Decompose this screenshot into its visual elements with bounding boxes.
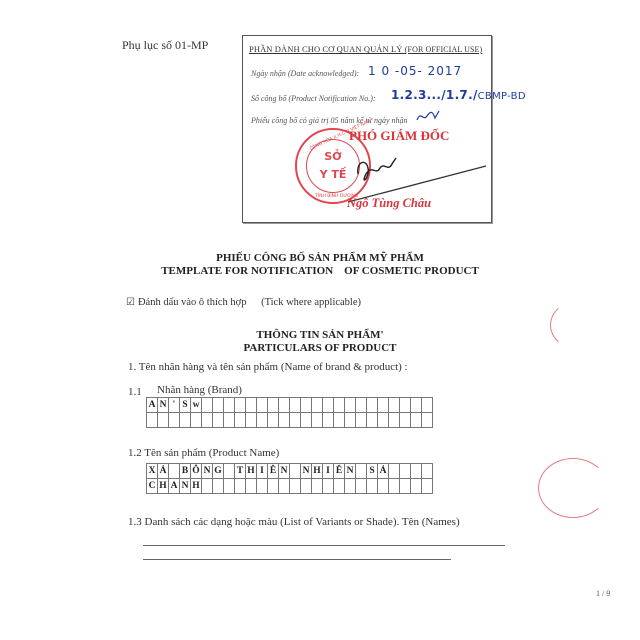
- tick-instruction-vi: Đánh dấu vào ô thích hợp: [137, 297, 247, 308]
- brand-grid-cell: [334, 413, 345, 428]
- brand-grid-cell: [180, 413, 191, 428]
- brand-grid-cell: [312, 398, 323, 413]
- product-grid-cell: [224, 479, 235, 494]
- brand-grid-cell: [356, 398, 367, 413]
- brand-grid-cell: [268, 398, 279, 413]
- product-grid-cell: [290, 464, 301, 479]
- seal-ring-top: CỘNG HÒA X.H.C.N VIỆT NAM: [309, 119, 372, 152]
- section-title-en: PARTICULARS OF PRODUCT: [243, 342, 397, 354]
- brand-grid-cell: [422, 413, 433, 428]
- official-use-title: [249, 44, 482, 54]
- brand-grid-cell: [257, 413, 268, 428]
- page-number: 1 / 9: [596, 589, 611, 598]
- product-grid-cell: N: [202, 464, 213, 479]
- brand-grid-cell: [334, 398, 345, 413]
- product-grid-cell: Ả: [378, 464, 389, 479]
- brand-grid-cell: [246, 413, 257, 428]
- product-grid-row: [147, 479, 433, 494]
- brand-grid-cell: [301, 398, 312, 413]
- brand-grid-cell: [257, 398, 268, 413]
- notification-number-value: [391, 88, 526, 102]
- product-grid-cell: [257, 479, 268, 494]
- date-acknowledged-value: 1 0 -05- 2017: [368, 64, 463, 78]
- position-title: PHÓ GIÁM ĐỐC: [349, 128, 450, 143]
- brand-grid-cell: [147, 413, 158, 428]
- product-grid-cell: [422, 464, 433, 479]
- brand-grid-cell: [345, 398, 356, 413]
- question-1-3-label: 1.3 Danh sách các dạng hoặc màu (List of Variants or Shade). Tên (Names): [128, 516, 460, 528]
- variants-entry-line-2: [143, 559, 451, 560]
- brand-grid-cell: [191, 413, 202, 428]
- product-grid-cell: [169, 464, 180, 479]
- brand-grid-cell: [268, 413, 279, 428]
- product-grid-cell: [411, 479, 422, 494]
- question-1-2-label: 1.2 Tên sản phẩm (Product Name): [128, 447, 280, 459]
- product-grid-cell: G: [213, 464, 224, 479]
- official-use-title-vi: PHẦN DÀNH CHO CƠ QUAN QUẢN LÝ: [249, 44, 403, 54]
- product-grid-cell: T: [235, 464, 246, 479]
- brand-grid-row: [147, 398, 433, 413]
- product-grid-cell: Ê: [334, 464, 345, 479]
- product-grid-cell: [312, 479, 323, 494]
- product-grid-cell: H: [246, 464, 257, 479]
- product-grid-cell: I: [257, 464, 268, 479]
- form-title-vi: PHIẾU CÔNG BỐ SẢN PHẨM MỸ PHẨM: [216, 252, 424, 264]
- product-grid-cell: [378, 479, 389, 494]
- section-title-vi: THÔNG TIN SẢN PHẨM': [256, 329, 384, 341]
- product-grid-cell: [202, 479, 213, 494]
- product-grid-cell: [301, 479, 312, 494]
- brand-grid-cell: [224, 398, 235, 413]
- brand-grid-cell: [345, 413, 356, 428]
- brand-grid-cell: [224, 413, 235, 428]
- notification-number-suffix: CBMP-BD: [477, 91, 526, 102]
- edge-seal-fragment-bottom: [538, 458, 608, 518]
- brand-grid-cell: [246, 398, 257, 413]
- brand-grid-cell: [323, 413, 334, 428]
- brand-grid-cell: [213, 398, 224, 413]
- product-grid-cell: H: [312, 464, 323, 479]
- brand-grid-cell: [202, 398, 213, 413]
- brand-grid-cell: ': [169, 398, 180, 413]
- question-1-label: 1. Tên nhãn hàng và tên sản phẩm (Name of brand & product) :: [128, 361, 408, 373]
- tick-instruction: [126, 297, 361, 308]
- brand-grid-cell: [235, 413, 246, 428]
- product-grid-cell: X: [147, 464, 158, 479]
- product-grid-cell: Ô: [191, 464, 202, 479]
- product-grid-cell: H: [158, 479, 169, 494]
- official-use-title-en: (FOR OFFICIAL USE): [404, 45, 483, 54]
- brand-grid-cell: [367, 413, 378, 428]
- variants-entry-line-1: [143, 545, 505, 546]
- brand-grid-cell: [202, 413, 213, 428]
- product-grid-cell: [400, 464, 411, 479]
- product-grid-cell: [235, 479, 246, 494]
- product-grid-cell: H: [191, 479, 202, 494]
- notification-number-digits: 1.2.3.../1.7./: [391, 88, 478, 102]
- brand-grid-cell: [169, 413, 180, 428]
- product-grid-cell: [334, 479, 345, 494]
- product-grid-cell: Ả: [158, 464, 169, 479]
- brand-grid-cell: [279, 413, 290, 428]
- product-grid-cell: [356, 479, 367, 494]
- product-name-grid: [146, 463, 433, 494]
- question-1-1-label: Nhãn hàng (Brand): [157, 384, 242, 396]
- brand-grid-cell: S: [180, 398, 191, 413]
- official-use-box: [242, 35, 526, 223]
- product-grid-cell: N: [180, 479, 191, 494]
- product-grid-cell: S: [367, 464, 378, 479]
- product-grid-cell: [411, 464, 422, 479]
- seal-text-line2: Y TẾ: [319, 168, 347, 181]
- brand-grid-cell: [213, 413, 224, 428]
- seal-text-line1: SỞ: [324, 150, 342, 163]
- brand-grid-cell: [400, 413, 411, 428]
- brand-grid-cell: [290, 398, 301, 413]
- brand-grid-cell: [400, 398, 411, 413]
- brand-grid-cell: [158, 413, 169, 428]
- checkbox-checked-icon: ☑: [126, 297, 135, 308]
- brand-grid-cell: [356, 413, 367, 428]
- product-grid-cell: [279, 479, 290, 494]
- product-grid-cell: I: [323, 464, 334, 479]
- brand-grid-cell: N: [158, 398, 169, 413]
- product-grid-cell: [389, 464, 400, 479]
- product-grid-cell: Ê: [268, 464, 279, 479]
- brand-grid-cell: [411, 413, 422, 428]
- tick-instruction-en: (Tick where applicable): [261, 297, 362, 308]
- product-grid-cell: [268, 479, 279, 494]
- brand-grid-cell: A: [147, 398, 158, 413]
- product-grid-cell: [290, 479, 301, 494]
- date-acknowledged-label: Ngày nhận (Date acknowledged):: [251, 69, 360, 78]
- product-grid-cell: [345, 479, 356, 494]
- brand-grid-cell: w: [191, 398, 202, 413]
- product-grid-cell: C: [147, 479, 158, 494]
- form-title-en: TEMPLATE FOR NOTIFICATION OF COSMETIC PRODUCT: [161, 265, 479, 277]
- notification-number-label: Số công bố (Product Notification No.):: [251, 94, 376, 103]
- product-grid-cell: [367, 479, 378, 494]
- brand-grid-cell: [367, 398, 378, 413]
- product-grid-cell: [323, 479, 334, 494]
- initial-signature-icon: [415, 108, 441, 124]
- product-grid-cell: [246, 479, 257, 494]
- validity-label: Phiếu công bố có giá trị 05 năm kể từ ngày nhận: [251, 116, 408, 125]
- product-grid-cell: N: [301, 464, 312, 479]
- product-grid-cell: N: [345, 464, 356, 479]
- brand-grid-cell: [312, 413, 323, 428]
- brand-grid-cell: [279, 398, 290, 413]
- product-grid-cell: [213, 479, 224, 494]
- product-grid-cell: [389, 479, 400, 494]
- brand-grid-row: [147, 413, 433, 428]
- brand-grid-cell: [301, 413, 312, 428]
- product-grid-cell: N: [279, 464, 290, 479]
- brand-grid-cell: [378, 413, 389, 428]
- product-grid-cell: [400, 479, 411, 494]
- brand-grid-cell: [422, 398, 433, 413]
- product-grid-cell: B: [180, 464, 191, 479]
- brand-grid-cell: [389, 398, 400, 413]
- brand-grid-cell: [389, 413, 400, 428]
- appendix-label: Phụ lục số 01-MP: [122, 38, 209, 52]
- brand-grid-cell: [323, 398, 334, 413]
- brand-grid-cell: [290, 413, 301, 428]
- product-grid-cell: [224, 464, 235, 479]
- product-grid-cell: A: [169, 479, 180, 494]
- edge-seal-fragment-top: [550, 300, 610, 350]
- seal-ring-bottom: TỈNH BÌNH DƯƠNG: [315, 194, 359, 199]
- brand-grid-cell: [235, 398, 246, 413]
- product-grid-row: [147, 464, 433, 479]
- brand-grid-cell: [411, 398, 422, 413]
- product-grid-cell: [422, 479, 433, 494]
- brand-name-grid: [146, 397, 433, 428]
- product-grid-cell: [356, 464, 367, 479]
- question-1-1-number: 1.1: [128, 386, 142, 398]
- brand-grid-cell: [378, 398, 389, 413]
- signer-name: Ngô Tùng Châu: [347, 196, 432, 210]
